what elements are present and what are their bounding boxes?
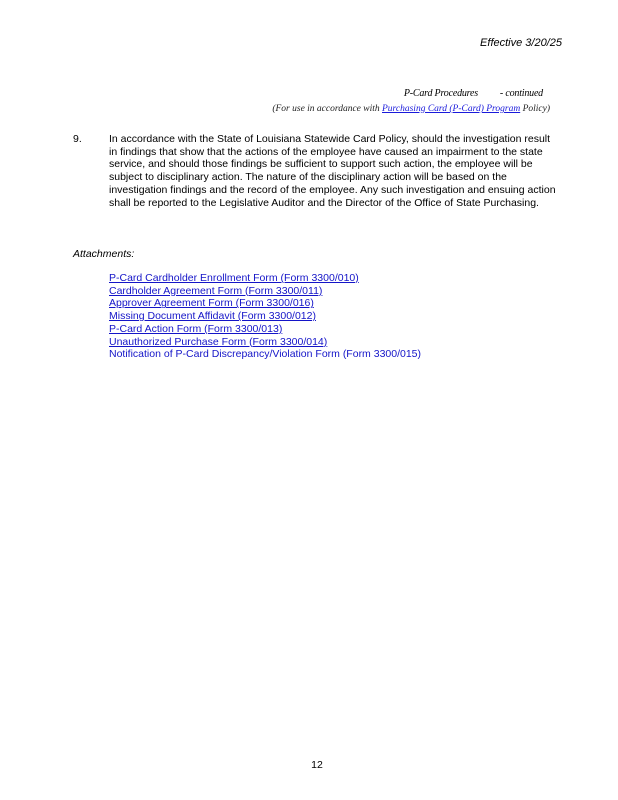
attachments-label: Attachments:	[73, 248, 135, 260]
attachment-item[interactable]	[109, 297, 421, 310]
procedures-continued: - continued	[499, 88, 543, 99]
attachment-link-approver-agreement[interactable]: Approver Agreement Form (Form 3300/016)	[109, 297, 314, 310]
section-paragraph: In accordance with the State of Louisiana Statewide Card Policy, should the investigation result in findings that show that the actions of the employee have caused an impairment to the state service, and should those findings be sufficient to support such action, the employee will be subject to disciplinary action. The nature of the disciplinary action will be based on the investigation findings and the record of the employee. Any such investigation and ensuing action shall be reported to the Legislative Auditor and the Director of the Office of State Purchasing.	[109, 133, 556, 209]
procedures-usage-note	[272, 104, 550, 114]
usage-suffix: Policy)	[522, 104, 550, 114]
attachment-item[interactable]	[109, 336, 421, 349]
attachment-link-cardholder-agreement[interactable]: Cardholder Agreement Form (Form 3300/011)	[109, 284, 323, 297]
procedures-title-text: P-Card Procedures	[403, 88, 478, 99]
effective-date: Effective 3/20/25	[480, 37, 562, 49]
attachment-link-enrollment-form[interactable]: P-Card Cardholder Enrollment Form (Form 3300/010)	[109, 272, 359, 284]
attachment-link-missing-document-affidavit[interactable]: Missing Document Affidavit (Form 3300/012)	[109, 310, 316, 323]
attachment-item[interactable]	[109, 272, 421, 285]
attachments-list	[109, 272, 421, 361]
attachment-item[interactable]	[109, 285, 421, 298]
usage-prefix: (For use in accordance with	[272, 104, 380, 114]
attachment-link-unauthorized-purchase[interactable]: Unauthorized Purchase Form (Form 3300/014)	[109, 335, 328, 348]
attachment-link-discrepancy-notification[interactable]: Notification of P-Card Discrepancy/Violation Form (Form 3300/015)	[109, 348, 422, 361]
section-number: 9.	[73, 133, 82, 145]
pcard-program-policy-link[interactable]: Purchasing Card (P-Card) Program	[382, 104, 521, 114]
procedures-title	[404, 88, 543, 99]
attachment-item[interactable]	[109, 348, 421, 361]
attachment-item[interactable]	[109, 310, 421, 323]
attachment-item[interactable]	[109, 323, 421, 336]
page-number: 12	[311, 759, 323, 771]
attachment-link-pcard-action-form[interactable]: P-Card Action Form (Form 3300/013)	[109, 322, 283, 335]
